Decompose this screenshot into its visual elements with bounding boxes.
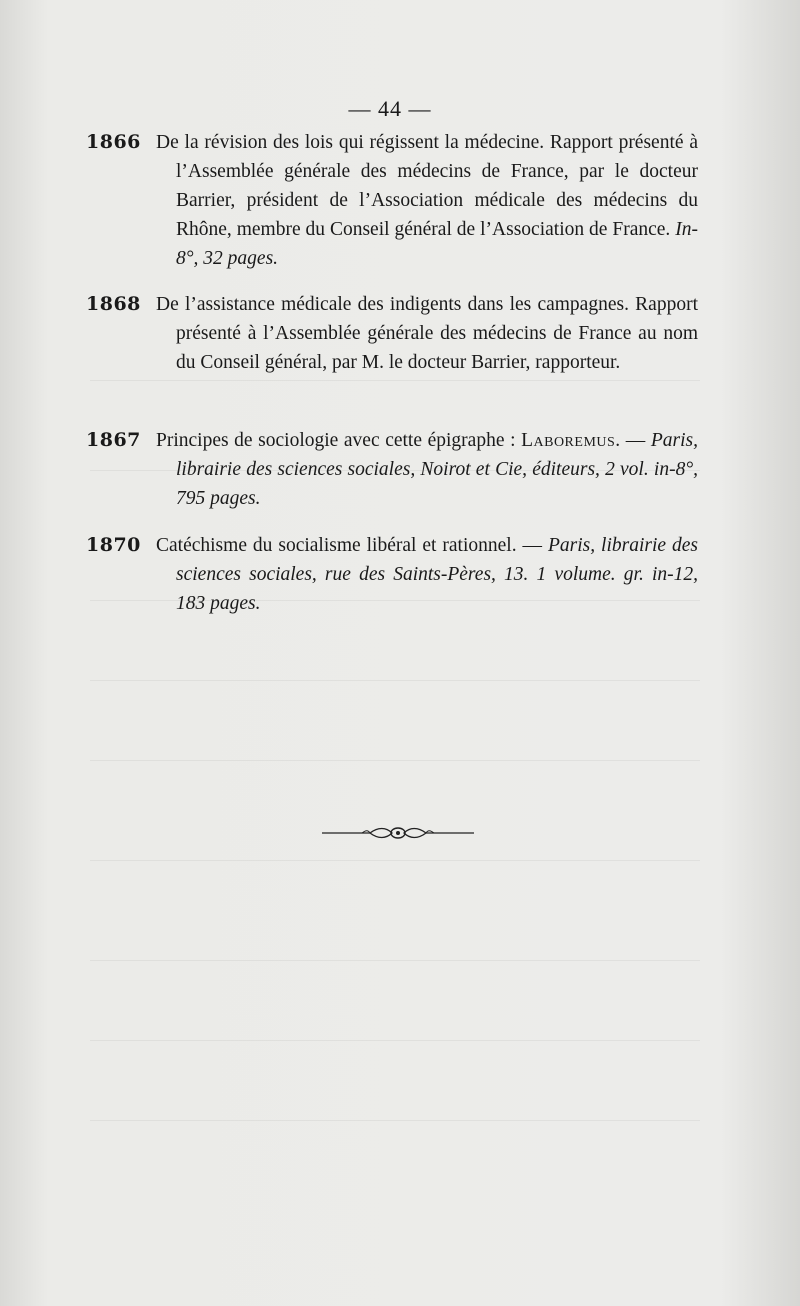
entry-text (156, 290, 698, 377)
entry-title: De l’assistance médicale des indigents dans les campagnes. Rapport présenté à l’Assemblée générale des médecins de France au nom du Conseil général, par M. le docteur Barrier, rapporteur. (156, 294, 698, 373)
entry-text (156, 531, 698, 618)
entry-text (156, 128, 698, 273)
bibliography-entry (86, 128, 698, 273)
bleed-through (90, 1120, 700, 1121)
entry-year: 1870 (86, 534, 141, 556)
entry-publication: Paris, librairie des sciences sociales, rue des Saints-Pères, 13. 1 volume. gr. in-12, 183 pages. (176, 535, 699, 614)
entry-title: De la révision des lois qui régissent la médecine. Rapport présenté à l’Assemblée générale des médecins de France, par le docteur Barrier, président de l’Association médicale des médecins du Rhône, membre du Conseil général de l’Association de France. (156, 132, 698, 240)
fleuron-divider (322, 824, 474, 842)
bleed-through (90, 600, 700, 601)
bleed-through (90, 680, 700, 681)
entry-publication: In-8°, 32 pages. (176, 219, 698, 269)
bibliography-entry (86, 531, 698, 618)
bleed-through (90, 380, 700, 381)
entry-separator: . — (615, 430, 646, 451)
epigraph: Laboremus (521, 430, 616, 451)
entry-publication: Paris, librairie des sciences sociales, Noirot et Cie, éditeurs, 2 vol. in-8°, 795 pages. (176, 430, 698, 509)
entry-title: Principes de sociologie avec cette épigraphe : (156, 430, 516, 451)
bleed-through (90, 860, 700, 861)
bibliography-entry (86, 290, 698, 377)
entry-year: 1868 (86, 293, 141, 315)
entry-year: 1866 (86, 131, 141, 153)
bleed-through (90, 470, 700, 471)
entry-title: Catéchisme du socialisme libéral et rationnel. — (156, 535, 543, 556)
bleed-through (90, 1040, 700, 1041)
page-number: — 44 — (348, 96, 432, 121)
bleed-through (90, 960, 700, 961)
bleed-through (90, 760, 700, 761)
entry-year: 1867 (86, 429, 141, 451)
